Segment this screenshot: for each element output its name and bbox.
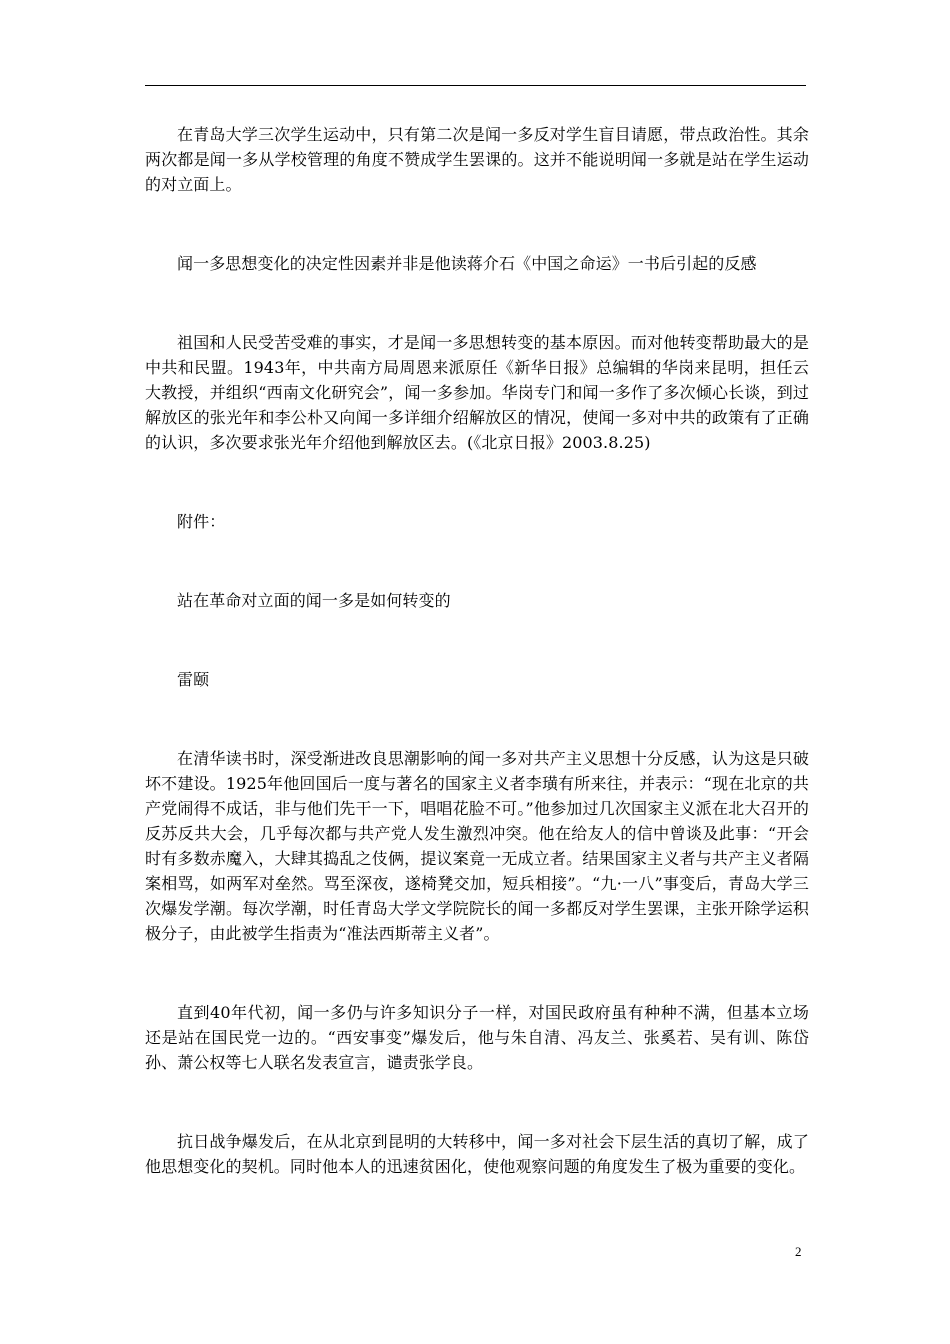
document-body <box>145 122 809 1179</box>
header-rule <box>145 85 806 86</box>
paragraph-basic-cause: 祖国和人民受苦受难的事实，才是闻一多思想转变的基本原因。而对他转变帮助最大的是中共和民盟。1943年，中共南方局周恩来派原任《新华日报》总编辑的华岗来昆明，担任云大教授，并组织“西南文化研究会”，闻一多参加。华岗专门和闻一多作了多次倾心长谈，到过解放区的张光年和李公朴又向闻一多详细介绍解放区的情况，使闻一多对中共的政策有了正确的认识，多次要求张光年介绍他到解放区去。(《北京日报》2003.8.25) <box>145 333 809 452</box>
page-number: 2 <box>795 1244 802 1259</box>
paragraph-war-outbreak: 抗日战争爆发后，在从北京到昆明的大转移中，闻一多对社会下层生活的真切了解，成了他思想变化的契机。同时他本人的迅速贫困化，使他观察问题的角度发生了极为重要的变化。 <box>145 1132 809 1176</box>
author-name: 雷颐 <box>177 670 210 689</box>
section-heading-decisive-factor: 闻一多思想变化的决定性因素并非是他读蒋介石《中国之命运》一书后引起的反感 <box>177 254 757 273</box>
paragraph-tsinghua-years: 在清华读书时，深受渐进改良思潮影响的闻一多对共产主义思想十分反感，认为这是只破坏不建设。1925年他回国后一度与著名的国家主义者李璜有所来往，并表示：“现在北京的共产党闹得不成话，非与他们先干一下，唱唱花脸不可。”他参加过几次国家主义派在北大召开的反苏反共大会，几乎每次都与共产党人发生激烈冲突。他在给友人的信中曾谈及此事：“开会时有多数赤魔入，大肆其捣乱之伎俩，提议案竟一无成立者。结果国家主义者与共产主义者隔案相骂，如两军对垒然。骂至深夜，遂椅凳交加，短兵相接”。“九·一八”事变后，青岛大学三次爆发学潮。每次学潮，时任青岛大学文学院院长的闻一多都反对学生罢课，主张开除学运积极分子，由此被学生指责为“准法西斯蒂主义者”。 <box>145 749 809 943</box>
appendix-title: 站在革命对立面的闻一多是如何转变的 <box>177 591 451 610</box>
appendix-label: 附件： <box>177 512 226 531</box>
paragraph-student-movements: 在青岛大学三次学生运动中，只有第二次是闻一多反对学生盲目请愿，带点政治性。其余两次都是闻一多从学校管理的角度不赞成学生罢课的。这并不能说明闻一多就是站在学生运动的对立面上。 <box>145 125 809 194</box>
paragraph-early-1940s: 直到40年代初，闻一多仍与许多知识分子一样，对国民政府虽有种种不满，但基本立场还是站在国民党一边的。“西安事变”爆发后，他与朱自清、冯友兰、张奚若、吴有训、陈岱孙、萧公权等七人联名发表宣言，谴责张学良。 <box>145 1003 809 1072</box>
